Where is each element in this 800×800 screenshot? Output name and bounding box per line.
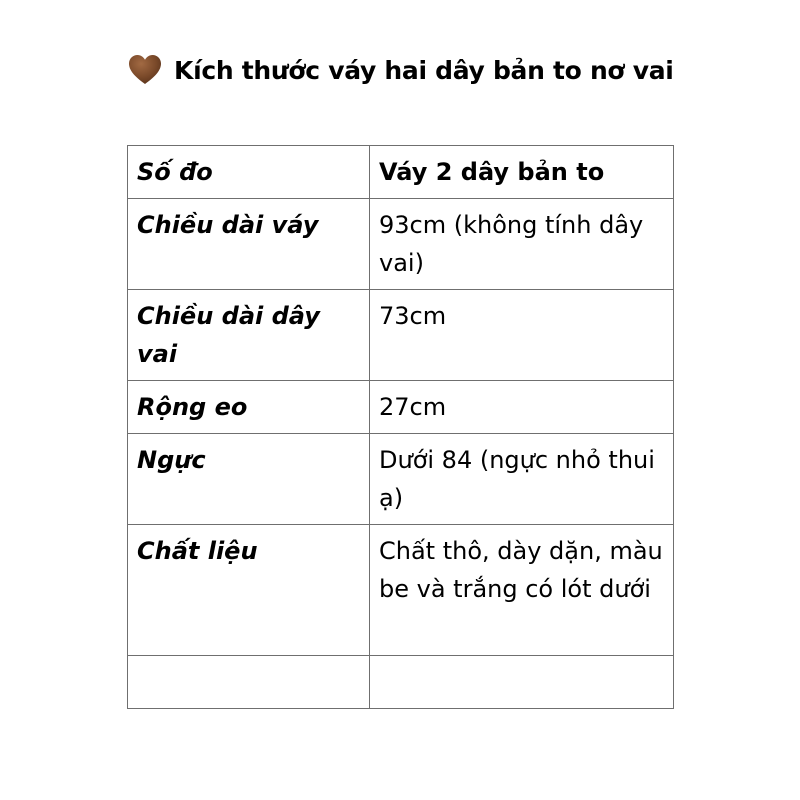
table-row: [128, 525, 674, 656]
table-row: [128, 656, 674, 709]
row-label-dress-length: Chiều dài váy: [128, 199, 370, 290]
column-header-measurement: Số đo: [128, 146, 370, 199]
table-row: [128, 199, 674, 290]
table-row: [128, 290, 674, 381]
brown-heart-icon: [128, 54, 162, 86]
row-label-strap-length: Chiều dài dây vai: [128, 290, 370, 381]
row-value-dress-length: 93cm (không tính dây vai): [370, 199, 674, 290]
row-value-waist: 27cm: [370, 381, 674, 434]
row-label-material: Chất liệu: [128, 525, 370, 656]
table-row: [128, 381, 674, 434]
row-label-waist: Rộng eo: [128, 381, 370, 434]
page-title: Kích thước váy hai dây bản to nơ vai: [174, 55, 674, 85]
row-value-bust: Dưới 84 (ngực nhỏ thui ạ): [370, 434, 674, 525]
row-label-empty: [128, 656, 370, 709]
page-title-row: [128, 50, 674, 90]
size-spec-table: [127, 145, 674, 709]
table-header-row: [128, 146, 674, 199]
row-value-strap-length: 73cm: [370, 290, 674, 381]
table-row: [128, 434, 674, 525]
column-header-product: Váy 2 dây bản to: [370, 146, 674, 199]
row-value-material: Chất thô, dày dặn, màu be và trắng có lót dưới: [370, 525, 674, 656]
row-label-bust: Ngực: [128, 434, 370, 525]
row-value-empty: [370, 656, 674, 709]
